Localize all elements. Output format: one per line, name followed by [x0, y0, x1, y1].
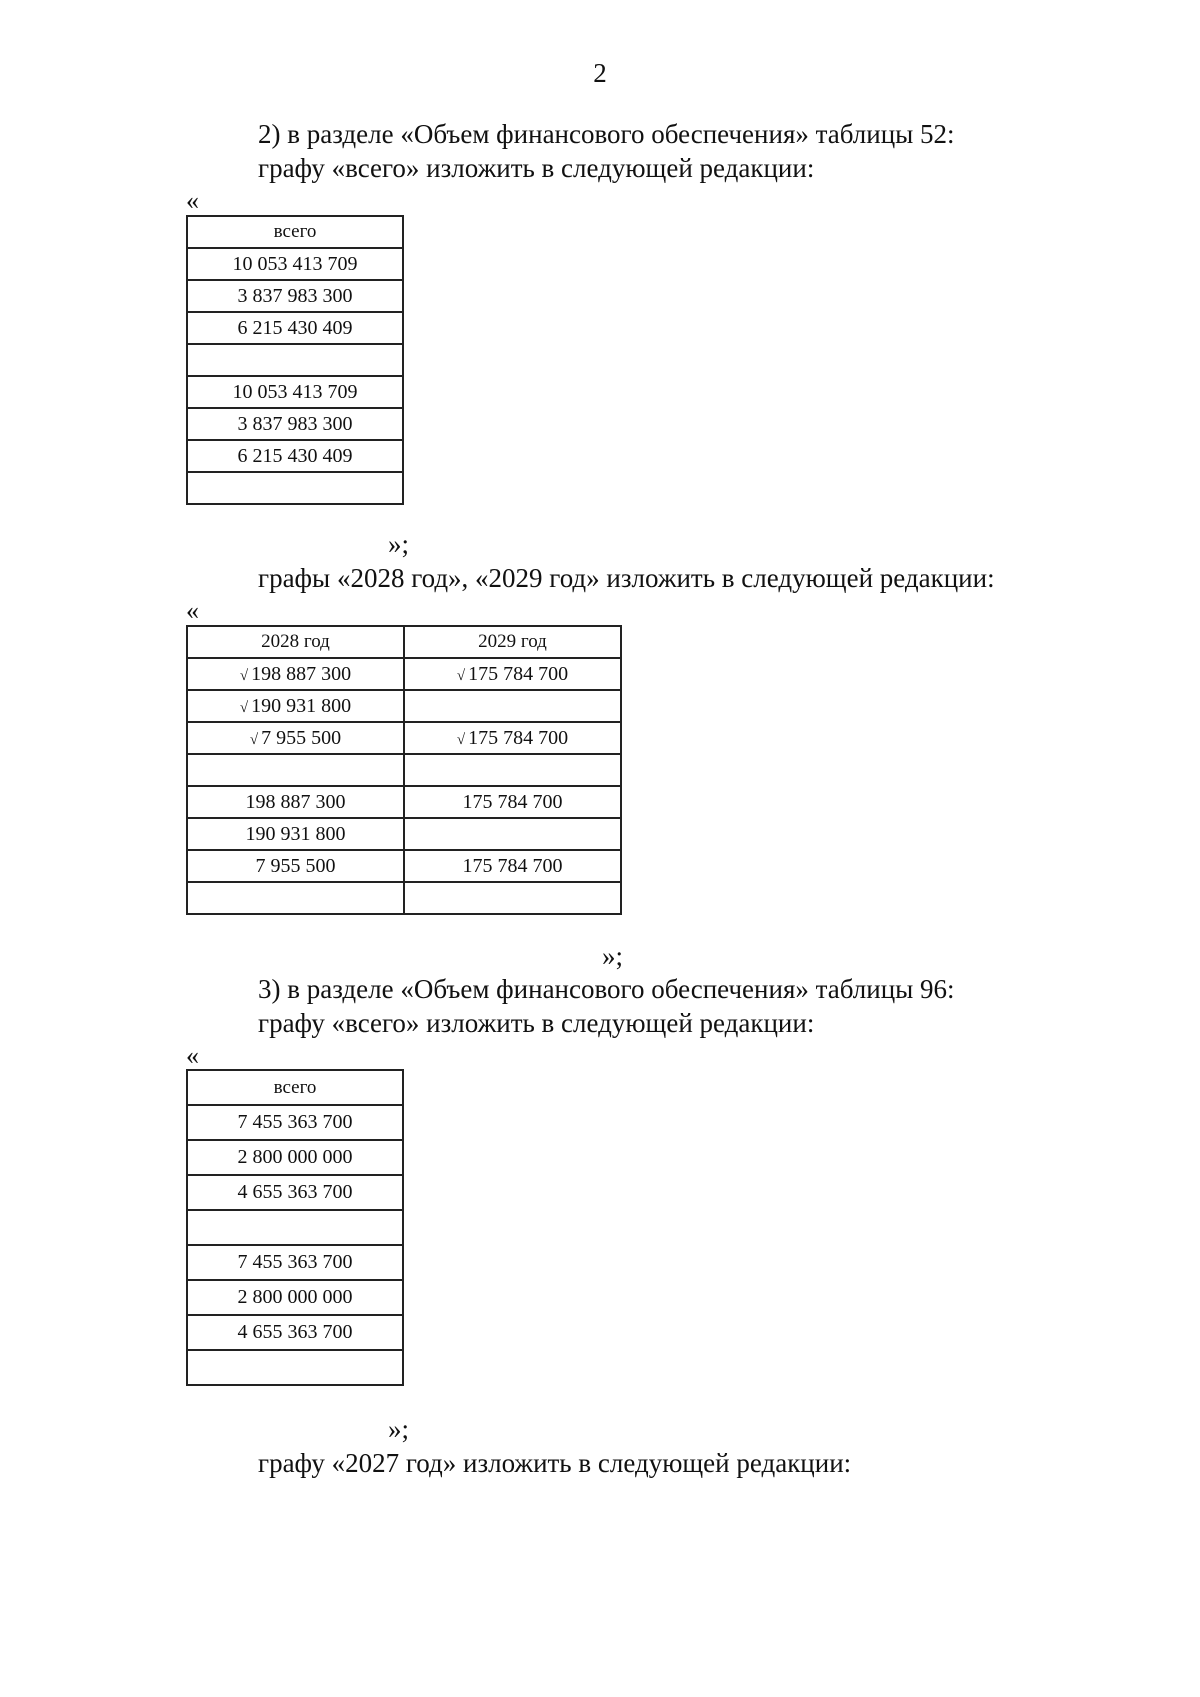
table52-total [186, 215, 404, 505]
close-quote: »; [602, 941, 624, 971]
table-row: 7 455 363 700 [187, 1245, 403, 1280]
table-row [187, 1210, 403, 1245]
table-row [187, 882, 621, 914]
page-number: 2 [593, 58, 607, 88]
table-row: 10 053 413 709 [187, 248, 403, 280]
check-mark-icon: √ [239, 699, 249, 716]
table-row: 2 800 000 000 [187, 1140, 403, 1175]
table-header: всего [187, 1070, 403, 1105]
table-row [187, 344, 403, 376]
table-row: √ 190 931 800 [187, 690, 621, 722]
table-row [187, 754, 621, 786]
section3-year-instruction: графу «2027 год» изложить в следующей редакции: [258, 1448, 852, 1478]
open-quote: « [186, 1041, 199, 1070]
table-header: 2028 год [187, 626, 404, 658]
section2-instruction: графу «всего» изложить в следующей редакции: [258, 153, 815, 183]
table-row: 6 215 430 409 [187, 440, 403, 472]
table-row: 3 837 983 300 [187, 408, 403, 440]
close-quote: »; [388, 529, 410, 559]
table-row [187, 1350, 403, 1385]
table-row: √ 7 955 500 √ 175 784 700 [187, 722, 621, 754]
table-row [187, 472, 403, 504]
table-row: √ 198 887 300 √ 175 784 700 [187, 658, 621, 690]
table96-total [186, 1069, 404, 1386]
open-quote: « [186, 596, 199, 625]
close-quote: »; [388, 1414, 410, 1444]
section3-instruction: графу «всего» изложить в следующей редакции: [258, 1008, 815, 1038]
table-row: 6 215 430 409 [187, 312, 403, 344]
table-row: 10 053 413 709 [187, 376, 403, 408]
section2-heading: 2) в разделе «Объем финансового обеспечения» таблицы 52: [258, 119, 955, 149]
table-row: 7 455 363 700 [187, 1105, 403, 1140]
check-mark-icon: √ [456, 667, 466, 684]
table52-years [186, 625, 622, 915]
table-header: всего [187, 216, 403, 248]
section2-years-instruction: графы «2028 год», «2029 год» изложить в следующей редакции: [258, 563, 995, 593]
table-row: 4 655 363 700 [187, 1175, 403, 1210]
check-mark-icon: √ [456, 731, 466, 748]
check-mark-icon: √ [239, 667, 249, 684]
table-row: 7 955 500 175 784 700 [187, 850, 621, 882]
table-row: 198 887 300 175 784 700 [187, 786, 621, 818]
open-quote: « [186, 186, 199, 215]
table-row: 4 655 363 700 [187, 1315, 403, 1350]
table-row: 2 800 000 000 [187, 1280, 403, 1315]
table-row: 190 931 800 [187, 818, 621, 850]
table-header: 2029 год [404, 626, 621, 658]
table-row: 3 837 983 300 [187, 280, 403, 312]
section3-heading: 3) в разделе «Объем финансового обеспечения» таблицы 96: [258, 974, 955, 1004]
check-mark-icon: √ [249, 731, 259, 748]
